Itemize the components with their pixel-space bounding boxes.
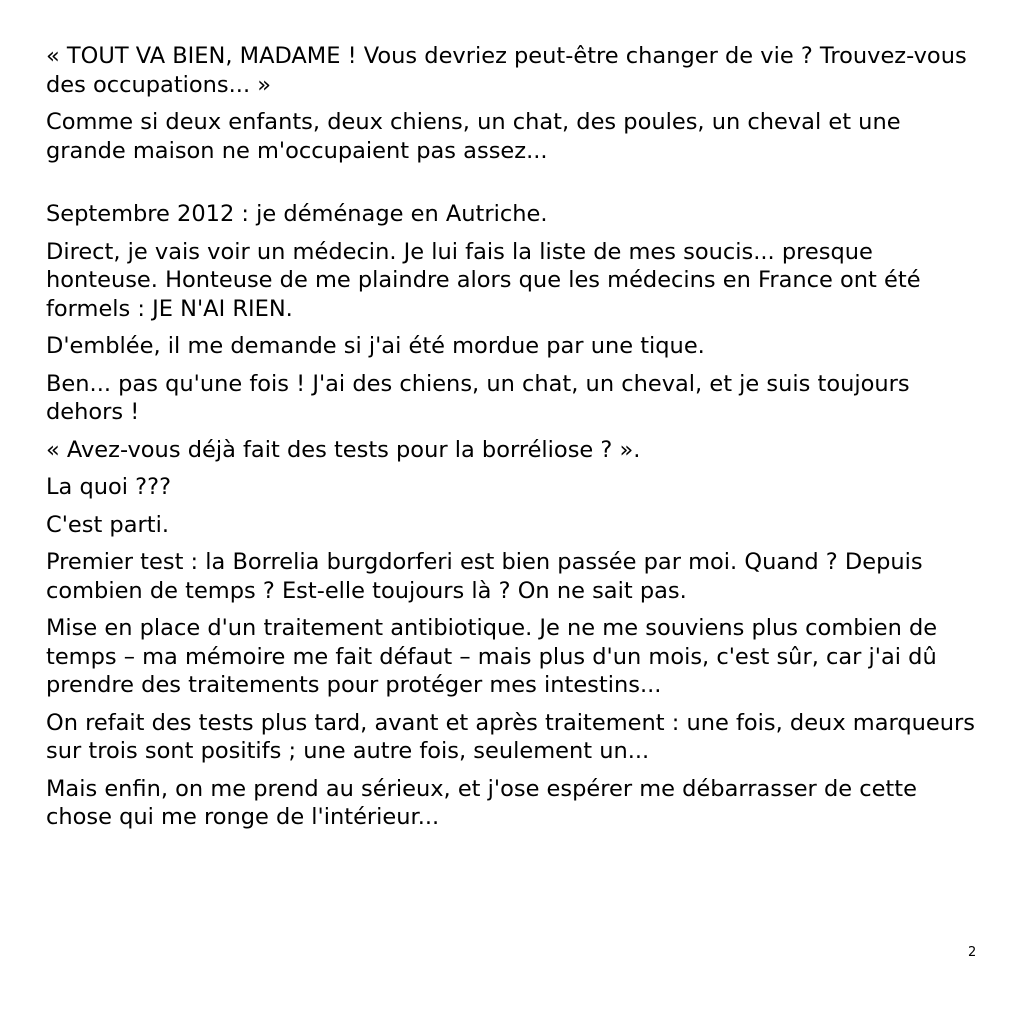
paragraph-borreliosis-question: « Avez-vous déjà fait des tests pour la borréliose ? ».: [46, 436, 641, 463]
paragraph-la-quoi: La quoi ???: [46, 474, 172, 500]
document-body: [46, 42, 981, 841]
paragraph-doctor-quote: « TOUT VA BIEN, MADAME ! Vous devriez peut-être changer de vie ? Trouvez-vous des occupations... »: [46, 43, 967, 98]
paragraph-busy-household: Comme si deux enfants, deux chiens, un chat, des poules, un cheval et une grande maison ne m'occupaient pas assez...: [46, 109, 901, 164]
page-number: 2: [968, 945, 977, 960]
paragraph-doctor-visit: Direct, je vais voir un médecin. Je lui fais la liste de mes soucis... presque honteuse. Honteuse de me plaindre alors que les médecins en France ont été formels : JE N'AI RIEN.: [46, 238, 921, 322]
paragraph-tick-question: D'emblée, il me demande si j'ai été mordue par une tique.: [46, 333, 705, 359]
paragraph-antibiotic-treatment: Mise en place d'un traitement antibiotique. Je ne me souviens plus combien de temps – ma mémoire me fait défaut – mais plus d'un mois, c'est sûr, car j'ai dû prendre des traitements pour protéger mes intestins...: [46, 615, 938, 698]
section-spacer: [46, 174, 981, 200]
paragraph-cest-parti: C'est parti.: [46, 511, 169, 538]
paragraph-september-2012: Septembre 2012 : je déménage en Autriche.: [46, 201, 548, 227]
paragraph-retests: On refait des tests plus tard, avant et après traitement : une fois, deux marqueurs sur trois sont positifs ; une autre fois, seulement un...: [46, 709, 975, 764]
paragraph-first-test: Premier test : la Borrelia burgdorferi est bien passée par moi. Quand ? Depuis combien de temps ? Est-elle toujours là ? On ne sait pas.: [46, 549, 923, 604]
paragraph-taken-seriously: Mais enfin, on me prend au sérieux, et j'ose espérer me débarrasser de cette chose qui me ronge de l'intérieur...: [46, 775, 917, 830]
paragraph-tick-answer: Ben... pas qu'une fois ! J'ai des chiens, un chat, un cheval, et je suis toujours dehors !: [46, 370, 910, 425]
